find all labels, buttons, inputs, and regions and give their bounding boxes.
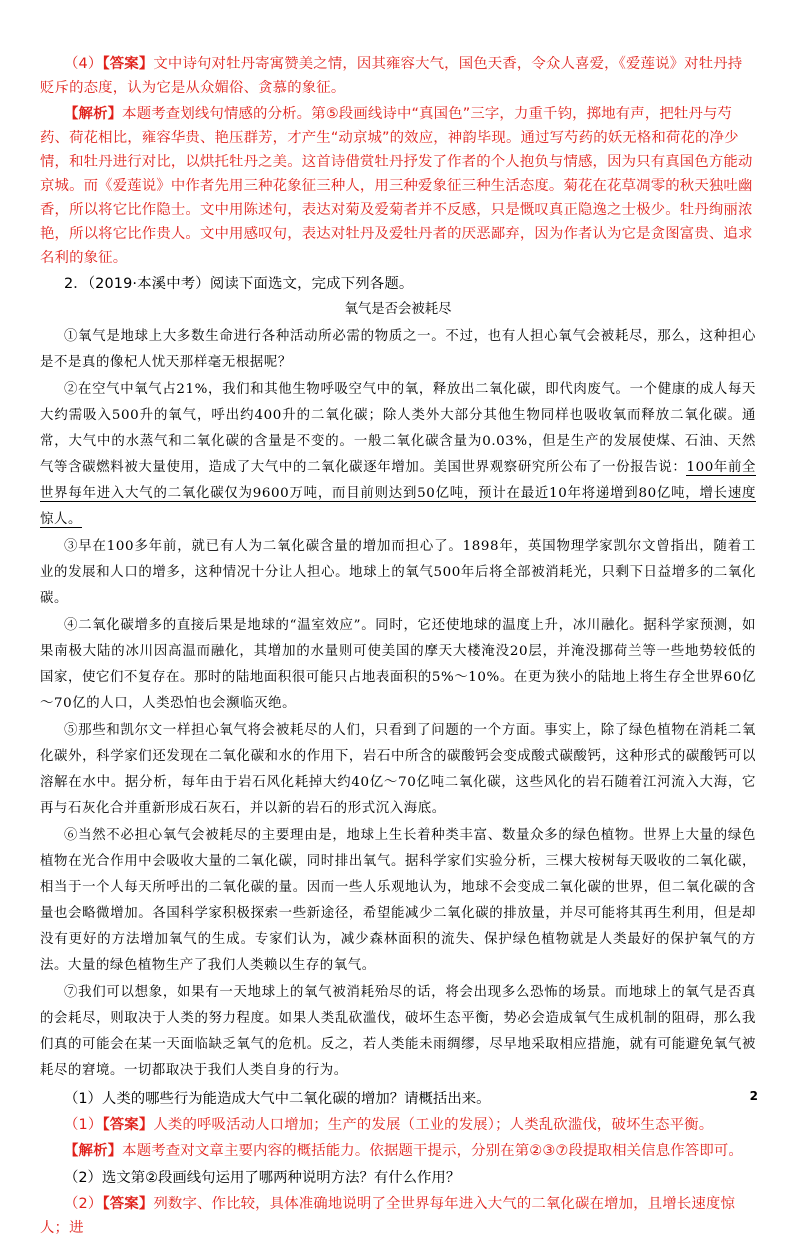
sub1-answer-prefix: （1） xyxy=(64,1117,103,1133)
sub1-analysis-tag: 【解析】 xyxy=(64,1143,123,1159)
sub2-answer-tag: 【答案】 xyxy=(102,1196,154,1212)
sub-question-1: （1）人类的哪些行为能造成大气中二氧化碳的增加？请概括出来。 xyxy=(64,1091,491,1107)
q4-answer-tag: 【答案】 xyxy=(102,56,154,72)
sub-question-2: （2）选文第②段画线句运用了哪两种说明方法？有什么作用？ xyxy=(64,1170,461,1186)
sub2-answer-text: 列数字、作比较，具体准确地说明了全世界每年进入大气的二氧化碳在增加，且增长速度惊人；进 xyxy=(40,1196,735,1236)
q4-analysis-text: 本题考查划线句情感的分析。第⑤段画线诗中“真国色”三字，力重千钧，掷地有声，把牡丹与芍药、荷花相比，雍容华贵、艳压群芳，才产生“动京城”的效应，神韵毕现。通过写芍药的妖无格和荷花的净少情，和牡丹进行对比，以烘托牡丹之美。这首诗借赏牡丹抒发了作者的个人抱负与情感，因为只有真国色方能动京城。而《爱莲说》中作者先用三种花象征三种人，用三种爱象征三种生活态度。菊花在花草凋零的秋天独吐幽香，所以将它比作隐士。文中用陈述句，表达对菊及爱菊者并不反感，只是慨叹真正隐逸之士极少。牡丹绚丽浓艳，所以将它比作贵人。文中用感叹句，表达对牡丹及爱牡丹者的厌恶鄙弃，因为作者认为它是贪图富贵、追求名利的象征。 xyxy=(40,106,753,266)
article-paragraph-7: ⑦我们可以想象，如果有一天地球上的氧气被消耗殆尽的话，将会出现多么恐怖的场景。而地球上的氧气是否真的会耗尽，则取决于人类的努力程度。如果人类乱砍滥伐，破坏生态平衡，势必会造成氧气生成机制的阻碍，那么我们真的可能会在某一天面临缺乏氧气的危机。反之，若人类能未雨绸缪，尽早地采取相应措施，就有可能避免氧气被耗尽的窘境。一切都取决于我们人类自身的行为。 xyxy=(40,985,756,1078)
sub1-analysis xyxy=(40,1139,756,1163)
q4-analysis-tag: 【解析】 xyxy=(64,106,123,122)
document-page xyxy=(40,52,756,1242)
q4-answer-text: 文中诗句对牡丹寄寓赞美之情，因其雍容大气，国色天香，令众人喜爱，《爱莲说》对牡丹持贬斥的态度，认为它是从众媚俗、贪慕的象征。 xyxy=(40,56,743,96)
q4-analysis xyxy=(40,102,756,270)
q4-answer xyxy=(40,52,756,100)
sub1-analysis-text: 本题考查对文章主要内容的概括能力。依据题干提示，分别在第②③⑦段提取相关信息作答即可。 xyxy=(122,1143,743,1159)
article-paragraph-1: ①氧气是地球上大多数生命进行各种活动所必需的物质之一。不过，也有人担心氧气会被耗尽，那么，这种担心是不是真的像杞人忧天那样毫无根据呢？ xyxy=(40,329,756,370)
article-paragraph-5: ⑤那些和凯尔文一样担心氧气将会被耗尽的人们，只看到了问题的一个方面。事实上，除了绿色植物在消耗二氧化碳外，科学家们还发现在二氧化碳和水的作用下，岩石中所含的碳酸钙会变成酸式碳酸钙，这种形式的碳酸钙可以溶解在水中。据分析，每年由于岩石风化耗掉大约40亿～70亿吨二氧化碳，这些风化的岩石随着江河流入大海，它再与石灰化合并重新形成石灰石，并以新的岩石的形式沉入海底。 xyxy=(40,723,756,816)
article-paragraph-2 xyxy=(40,377,756,533)
page-number: 2 xyxy=(749,1089,758,1103)
sub1-answer-text: 人类的呼吸活动人口增加；生产的发展（工业的发展）；人类乱砍滥伐，破坏生态平衡。 xyxy=(153,1117,714,1133)
sub1-answer-tag: 【答案】 xyxy=(102,1117,154,1133)
article-paragraph-3: ③早在100多年前，就已有人为二氧化碳含量的增加而担心了。1898年，英国物理学家凯尔文曾指出，随着工业的发展和人口的增多，这种情况十分让人担心。地球上的氧气500年后将全部被消耗光，只剩下日益增多的二氧化碳。 xyxy=(40,539,756,606)
sub1-answer xyxy=(40,1113,756,1137)
sub2-answer-prefix: （2） xyxy=(64,1196,103,1212)
article-title: 氧气是否会被耗尽 xyxy=(344,302,452,317)
q4-answer-prefix: （4） xyxy=(64,56,103,72)
article-paragraph-6: ⑥当然不必担心氧气会被耗尽的主要理由是，地球上生长着种类丰富、数量众多的绿色植物。世界上大量的绿色植物在光合作用中会吸收大量的二氧化碳，同时排出氧气。据科学家们实验分析，三棵大桉树每天吸收的二氧化碳，相当于一个人每天所呼出的二氧化碳的量。因而一些人乐观地认为，地球不会变成二氧化碳的世界，但二氧化碳的含量也会略微增加。各国科学家积极探索一些新途径，希望能减少二氧化碳的排放量，并尽可能将其再生利用，但是却没有更好的方法增加氧气的生成。专家们认为，减少森林面积的流失、保护绿色植物就是人类最好的保护氧气的方法。大量的绿色植物生产了我们人类赖以生存的氧气。 xyxy=(40,828,756,973)
sub2-answer xyxy=(40,1192,756,1240)
q2-intro: 2．（2019·本溪中考）阅读下面选文，完成下列各题。 xyxy=(64,276,414,292)
article-paragraph-4: ④二氧化碳增多的直接后果是地球的“温室效应”。同时，它还使地球的温度上升，冰川融化。据科学家预测，如果南极大陆的冰川因高温而融化，其增加的水量则可使美国的摩天大楼淹没20层，并淹没挪荷兰等一些地势较低的国家，使它们不复存在。那时的陆地面积很可能只占地表面积的5%～10%。在更为狭小的陆地上将生存全世界60亿～70亿的人口，人类恐怕也会濒临灭绝。 xyxy=(40,618,756,711)
article-paragraph-2-text: ②在空气中氧气占21%，我们和其他生物呼吸空气中的氧，释放出二氧化碳，即代肉废气。一个健康的成人每天大约需吸入500升的氧气，呼出约400升的二氧化碳；除人类外大部分其他生物同样也吸收氧而释放二氧化碳。通常，大气中的水蒸气和二氧化碳的含量是不变的。一般二氧化碳含量为0.03%，但是生产的发展使煤、石油、天然气等含碳燃料被大量使用，造成了大气中的二氧化碳逐年增加。美国世界观察研究所公布了一份报告说： xyxy=(40,382,756,475)
underlined-sentence: 100年前全世界每年进入大气的二氧化碳仅为9600万吨，而目前则达到50亿吨，预计在最近10年将递增到80亿吨，增长速度惊人。 xyxy=(40,460,756,527)
